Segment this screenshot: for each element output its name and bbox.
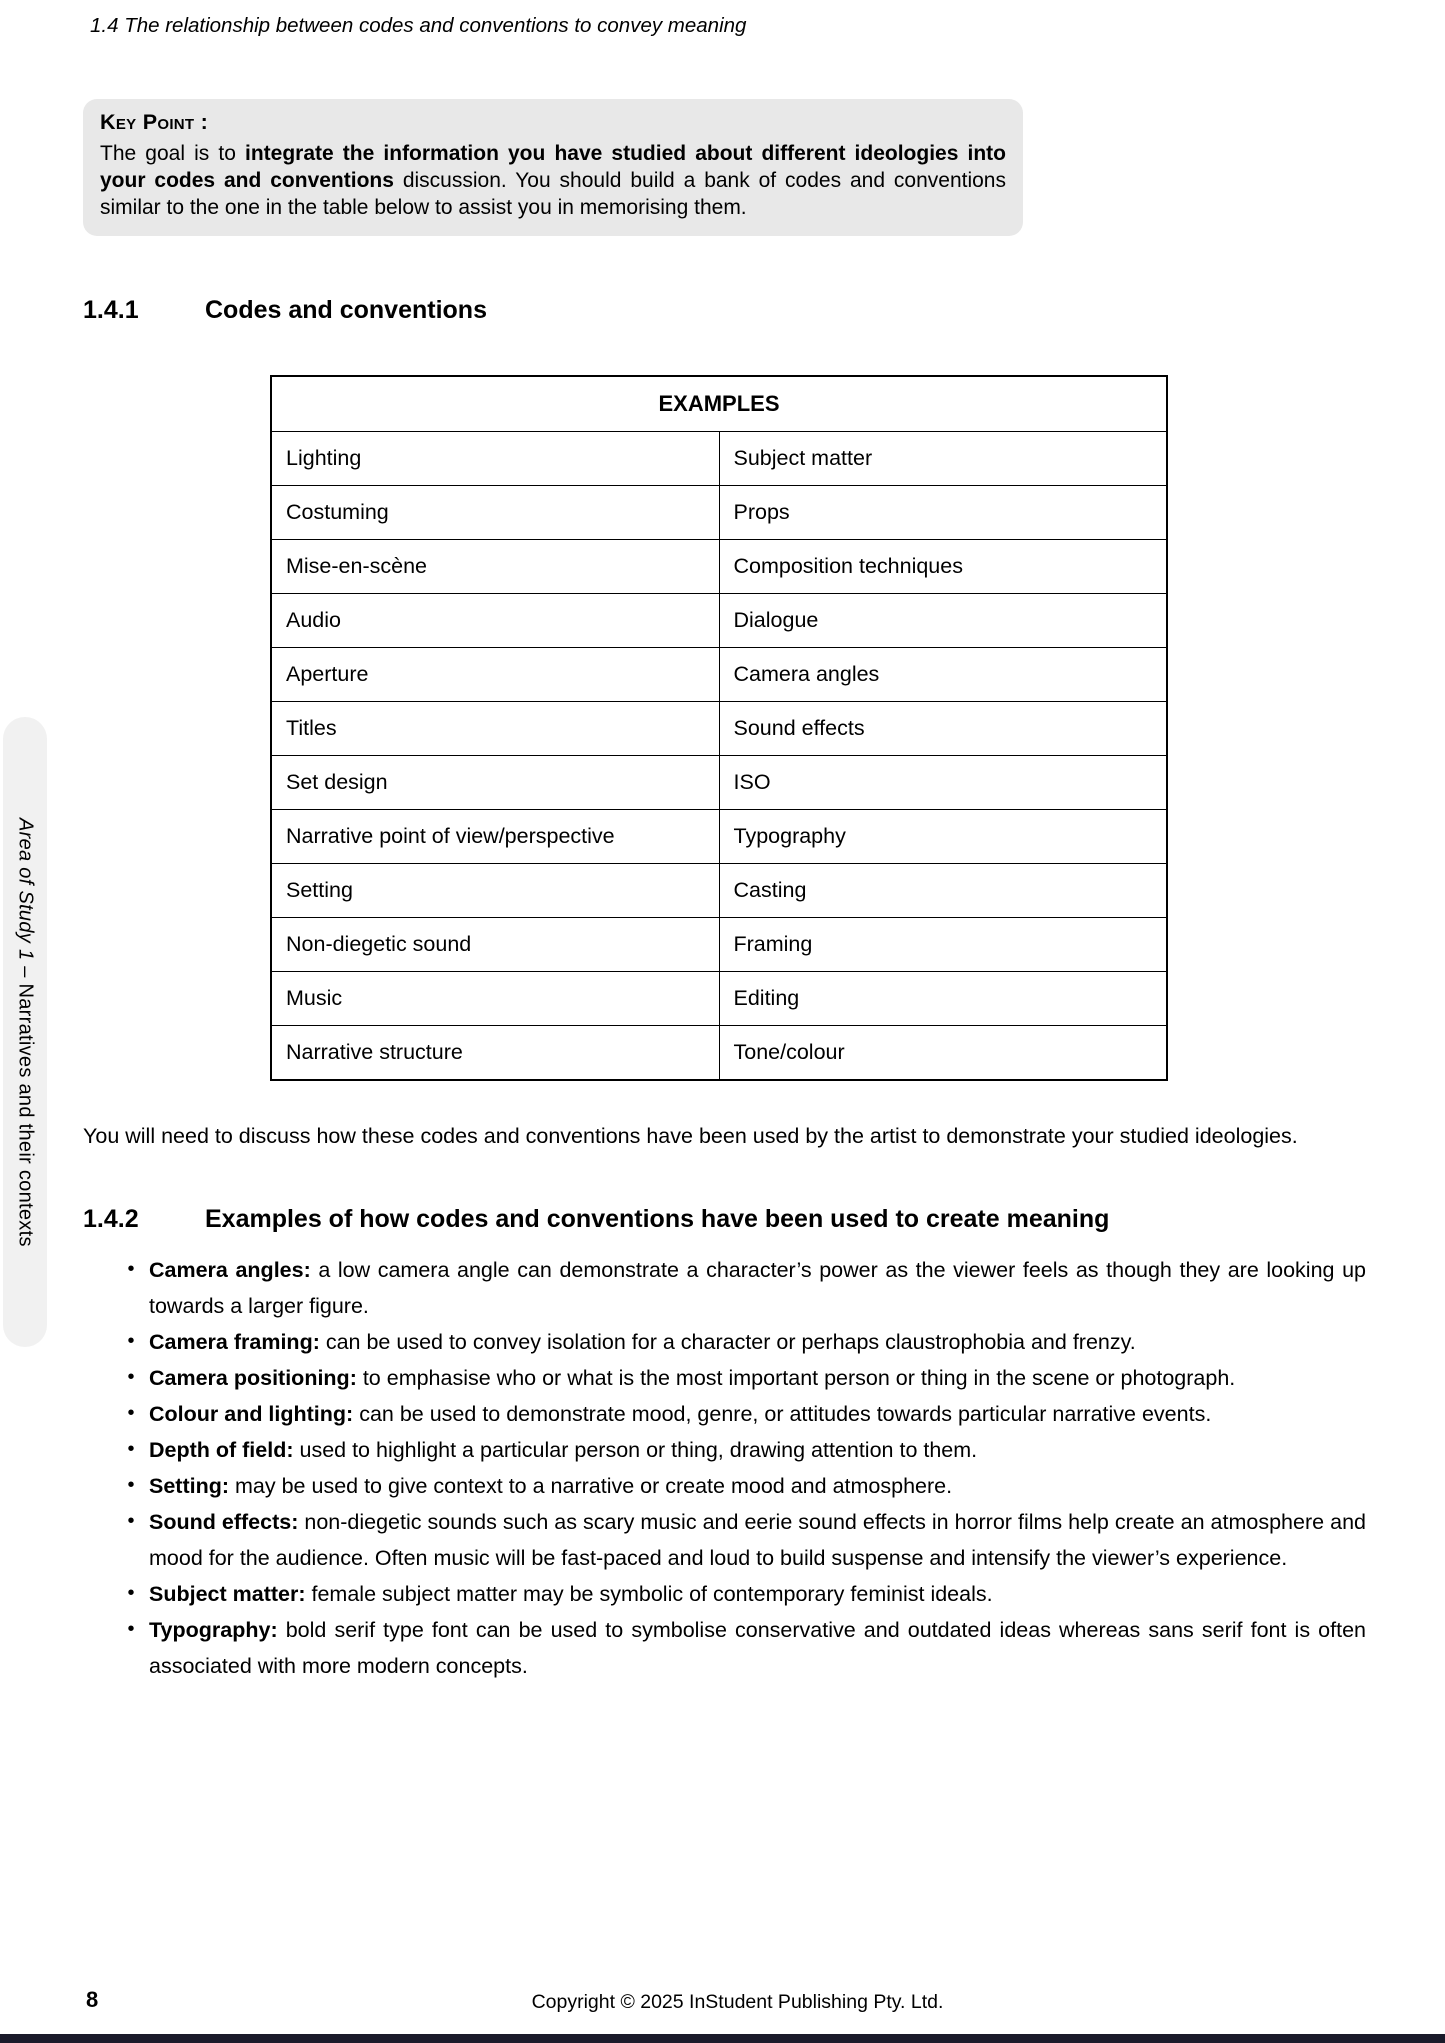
table-header-row bbox=[271, 376, 1167, 432]
list-item bbox=[120, 1576, 1366, 1612]
list-item bbox=[120, 1252, 1366, 1324]
bullet-icon: • bbox=[127, 1618, 135, 1640]
running-header: 1.4 The relationship between codes and conventions to convey meaning bbox=[90, 14, 747, 37]
page-number: 8 bbox=[86, 1987, 99, 2012]
bullet-text: can be used to convey isolation for a character or perhaps claustrophobia and frenzy. bbox=[319, 1330, 1136, 1354]
table-cell: Framing bbox=[719, 918, 1167, 972]
bullet-text: non-diegetic sounds such as scary music and eerie sound effects in horror films help create an atmosphere and mood for the audience. Often music will be fast-paced and loud to build suspense and intensify the viewer’s experience. bbox=[149, 1510, 1366, 1570]
table-cell: Composition techniques bbox=[719, 540, 1167, 594]
table-cell: Set design bbox=[271, 756, 719, 810]
table-cell: Tone/colour bbox=[719, 1026, 1167, 1081]
bullet-term: Typography: bbox=[149, 1618, 278, 1642]
bullet-term: Camera framing: bbox=[149, 1330, 320, 1354]
table-row bbox=[271, 972, 1167, 1026]
table-cell: Titles bbox=[271, 702, 719, 756]
table-row bbox=[271, 918, 1167, 972]
bullet-icon: • bbox=[127, 1582, 135, 1604]
section-number: 1.4.2 bbox=[83, 1205, 139, 1233]
key-point-text-bold: integrate the information you have studied about different ideologies into your codes and conventions bbox=[100, 142, 1006, 192]
copyright-line: Copyright © 2025 InStudent Publishing Pty. Ltd. bbox=[531, 1991, 944, 2013]
bullet-text: bold serif type font can be used to symbolise conservative and outdated ideas whereas sans serif font is often associated with more modern concepts. bbox=[149, 1618, 1366, 1678]
section-heading-141 bbox=[83, 296, 487, 325]
table-cell: Narrative point of view/perspective bbox=[271, 810, 719, 864]
bullet-term: Depth of field: bbox=[149, 1438, 294, 1462]
table-cell: Audio bbox=[271, 594, 719, 648]
sidebar-area-label: Area of Study 1 – bbox=[14, 817, 37, 984]
section-number: 1.4.1 bbox=[83, 296, 139, 324]
table-cell: Props bbox=[719, 486, 1167, 540]
bullet-term: Setting: bbox=[149, 1474, 230, 1498]
examples-table-header: EXAMPLES bbox=[271, 376, 1167, 432]
section-title: Codes and conventions bbox=[205, 296, 487, 324]
table-cell: Setting bbox=[271, 864, 719, 918]
table-row bbox=[271, 540, 1167, 594]
bullet-list bbox=[120, 1252, 1366, 1684]
table-row bbox=[271, 810, 1167, 864]
table-cell: Dialogue bbox=[719, 594, 1167, 648]
bullet-term: Camera angles: bbox=[149, 1258, 311, 1282]
examples-table bbox=[270, 375, 1168, 1081]
bullet-term: Subject matter: bbox=[149, 1582, 306, 1606]
table-cell: Music bbox=[271, 972, 719, 1026]
bullet-text: female subject matter may be symbolic of contemporary feminist ideals. bbox=[305, 1582, 993, 1606]
bullet-text: may be used to give context to a narrative or create mood and atmosphere. bbox=[229, 1474, 953, 1498]
body-paragraph: You will need to discuss how these codes and conventions have been used by the artist to demonstrate your studied ideologies. bbox=[83, 1124, 1298, 1148]
table-cell: Camera angles bbox=[719, 648, 1167, 702]
list-item bbox=[120, 1396, 1366, 1432]
bullet-text: to emphasise who or what is the most important person or thing in the scene or photograph. bbox=[356, 1366, 1236, 1390]
table-row bbox=[271, 648, 1167, 702]
table-row bbox=[271, 432, 1167, 486]
bullet-text: a low camera angle can demonstrate a character’s power as the viewer feels as though they are looking up towards a larger figure. bbox=[149, 1258, 1366, 1318]
bullet-icon: • bbox=[127, 1510, 135, 1532]
bullet-term: Camera positioning: bbox=[149, 1366, 357, 1390]
bullet-icon: • bbox=[127, 1402, 135, 1424]
sidebar-topic-label: Narratives and their contexts bbox=[14, 983, 37, 1247]
key-point-text-pre: The goal is to bbox=[100, 142, 245, 165]
table-row bbox=[271, 756, 1167, 810]
bullet-text: can be used to demonstrate mood, genre, or attitudes towards particular narrative events. bbox=[353, 1402, 1212, 1426]
section-heading-142 bbox=[83, 1205, 1109, 1234]
bullet-term: Colour and lighting: bbox=[149, 1402, 354, 1426]
list-item bbox=[120, 1432, 1366, 1468]
key-point-label: Key Point : bbox=[100, 110, 209, 134]
bullet-icon: • bbox=[127, 1366, 135, 1388]
list-item bbox=[120, 1360, 1366, 1396]
list-item bbox=[120, 1324, 1366, 1360]
list-item bbox=[120, 1612, 1366, 1684]
table-cell: Narrative structure bbox=[271, 1026, 719, 1081]
bullet-icon: • bbox=[127, 1474, 135, 1496]
sidebar-tab bbox=[3, 717, 47, 1347]
table-row bbox=[271, 594, 1167, 648]
table-cell: Casting bbox=[719, 864, 1167, 918]
table-cell: Typography bbox=[719, 810, 1167, 864]
table-row bbox=[271, 702, 1167, 756]
key-point-box bbox=[83, 99, 1023, 236]
bullet-icon: • bbox=[127, 1258, 135, 1280]
bullet-icon: • bbox=[127, 1330, 135, 1352]
table-row bbox=[271, 864, 1167, 918]
bullet-icon: • bbox=[127, 1438, 135, 1460]
list-item bbox=[120, 1468, 1366, 1504]
table-cell: Aperture bbox=[271, 648, 719, 702]
table-cell: Editing bbox=[719, 972, 1167, 1026]
table-row bbox=[271, 486, 1167, 540]
key-point-text bbox=[100, 140, 1006, 221]
bottom-accent-bar bbox=[0, 2034, 1445, 2043]
bullet-term: Sound effects: bbox=[149, 1510, 299, 1534]
table-cell: ISO bbox=[719, 756, 1167, 810]
bullet-text: used to highlight a particular person or thing, drawing attention to them. bbox=[293, 1438, 978, 1462]
section-title: Examples of how codes and conventions have been used to create meaning bbox=[205, 1205, 1110, 1233]
table-cell: Lighting bbox=[271, 432, 719, 486]
table-cell: Sound effects bbox=[719, 702, 1167, 756]
sidebar-tab-text bbox=[14, 818, 37, 1247]
table-row bbox=[271, 1026, 1167, 1081]
table-cell: Non-diegetic sound bbox=[271, 918, 719, 972]
table-cell: Subject matter bbox=[719, 432, 1167, 486]
key-point-text-post: discussion. You should build a bank of codes and conventions similar to the one in the table below to assist you in memorising them. bbox=[100, 169, 1006, 219]
table-cell: Mise-en-scène bbox=[271, 540, 719, 594]
list-item bbox=[120, 1504, 1366, 1576]
table-cell: Costuming bbox=[271, 486, 719, 540]
